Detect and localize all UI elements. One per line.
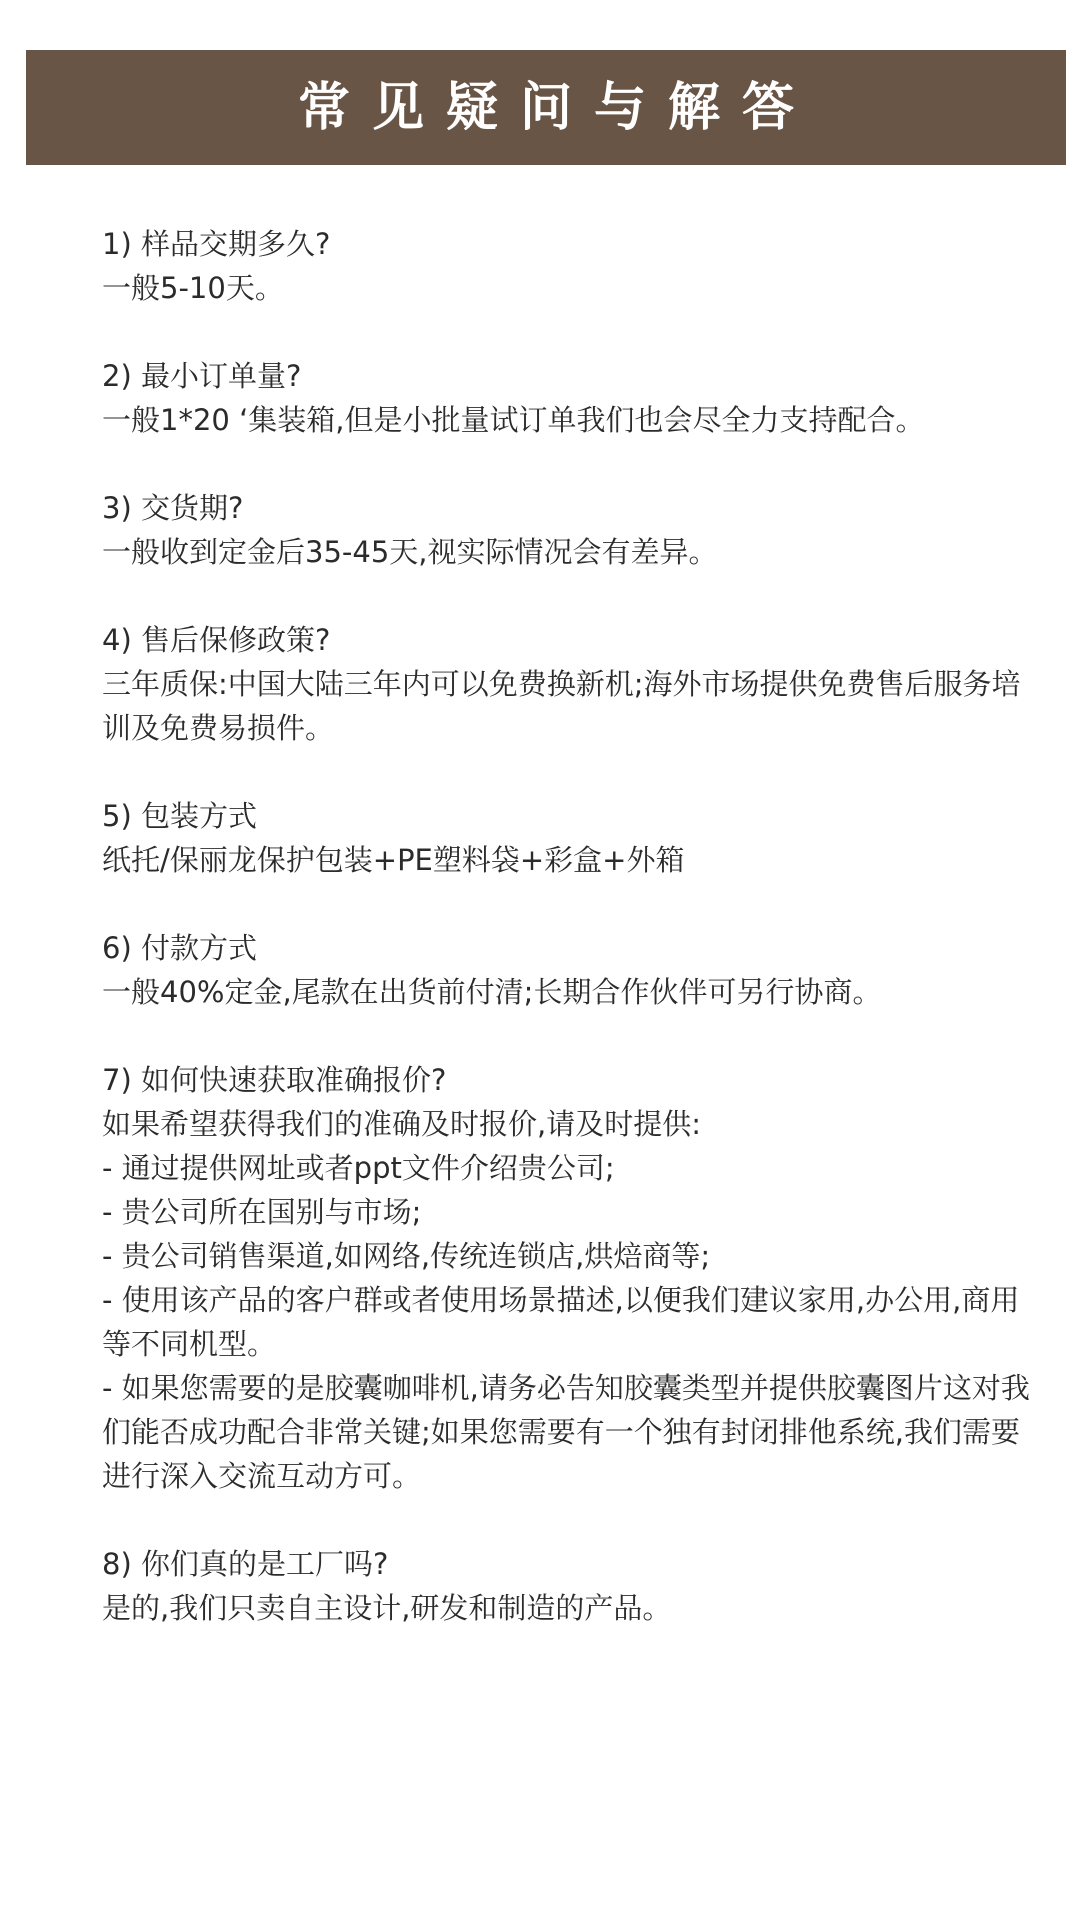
faq-answer: 是的,我们只卖自主设计,研发和制造的产品。: [102, 1591, 672, 1625]
faq-answer: 如果希望获得我们的准确及时报价,请及时提供:: [102, 1107, 701, 1141]
faq-item-7: [102, 1058, 1032, 1498]
faq-answer-bullet: - 贵公司所在国别与市场;: [102, 1195, 422, 1229]
faq-question: 3) 交货期?: [102, 491, 244, 525]
faq-question: 5) 包装方式: [102, 799, 257, 833]
faq-item-6: [102, 926, 1032, 1014]
faq-answer: 一般5-10天。: [102, 271, 284, 305]
faq-answer: 三年质保:中国大陆三年内可以免费换新机;海外市场提供免费售后服务培训及免费易损件。: [102, 667, 1021, 745]
faq-item-1: [102, 222, 1032, 310]
faq-question: 4) 售后保修政策?: [102, 623, 331, 657]
faq-question: 7) 如何快速获取准确报价?: [102, 1063, 447, 1097]
faq-item-4: [102, 618, 1032, 750]
faq-answer: 一般1*20 ‘集装箱,但是小批量试订单我们也会尽全力支持配合。: [102, 403, 925, 437]
faq-item-3: [102, 486, 1032, 574]
faq-item-2: [102, 354, 1032, 442]
faq-answer: 一般收到定金后35-45天,视实际情况会有差异。: [102, 535, 718, 569]
faq-question: 6) 付款方式: [102, 931, 257, 965]
faq-item-8: [102, 1542, 1032, 1630]
faq-answer-bullet: - 贵公司销售渠道,如网络,传统连锁店,烘焙商等;: [102, 1239, 711, 1273]
faq-answer: 一般40%定金,尾款在出货前付清;长期合作伙伴可另行协商。: [102, 975, 882, 1009]
faq-item-5: [102, 794, 1032, 882]
faq-list: [102, 222, 1032, 1674]
page-title: 常见疑问与解答: [297, 77, 816, 138]
faq-answer: 纸托/保丽龙保护包装+PE塑料袋+彩盒+外箱: [102, 843, 685, 877]
faq-question: 8) 你们真的是工厂吗?: [102, 1547, 389, 1581]
faq-question: 1) 样品交期多久?: [102, 227, 331, 261]
faq-answer-bullet: - 通过提供网址或者ppt文件介绍贵公司;: [102, 1151, 615, 1185]
faq-answer-bullet: - 如果您需要的是胶囊咖啡机,请务必告知胶囊类型并提供胶囊图片这对我们能否成功配合非常关键;如果您需要有一个独有封闭排他系统,我们需要进行深入交流互动方可。: [102, 1371, 1030, 1493]
faq-answer-bullet: - 使用该产品的客户群或者使用场景描述,以便我们建议家用,办公用,商用等不同机型。: [102, 1283, 1020, 1361]
header-banner: [26, 50, 1066, 165]
faq-question: 2) 最小订单量?: [102, 359, 302, 393]
